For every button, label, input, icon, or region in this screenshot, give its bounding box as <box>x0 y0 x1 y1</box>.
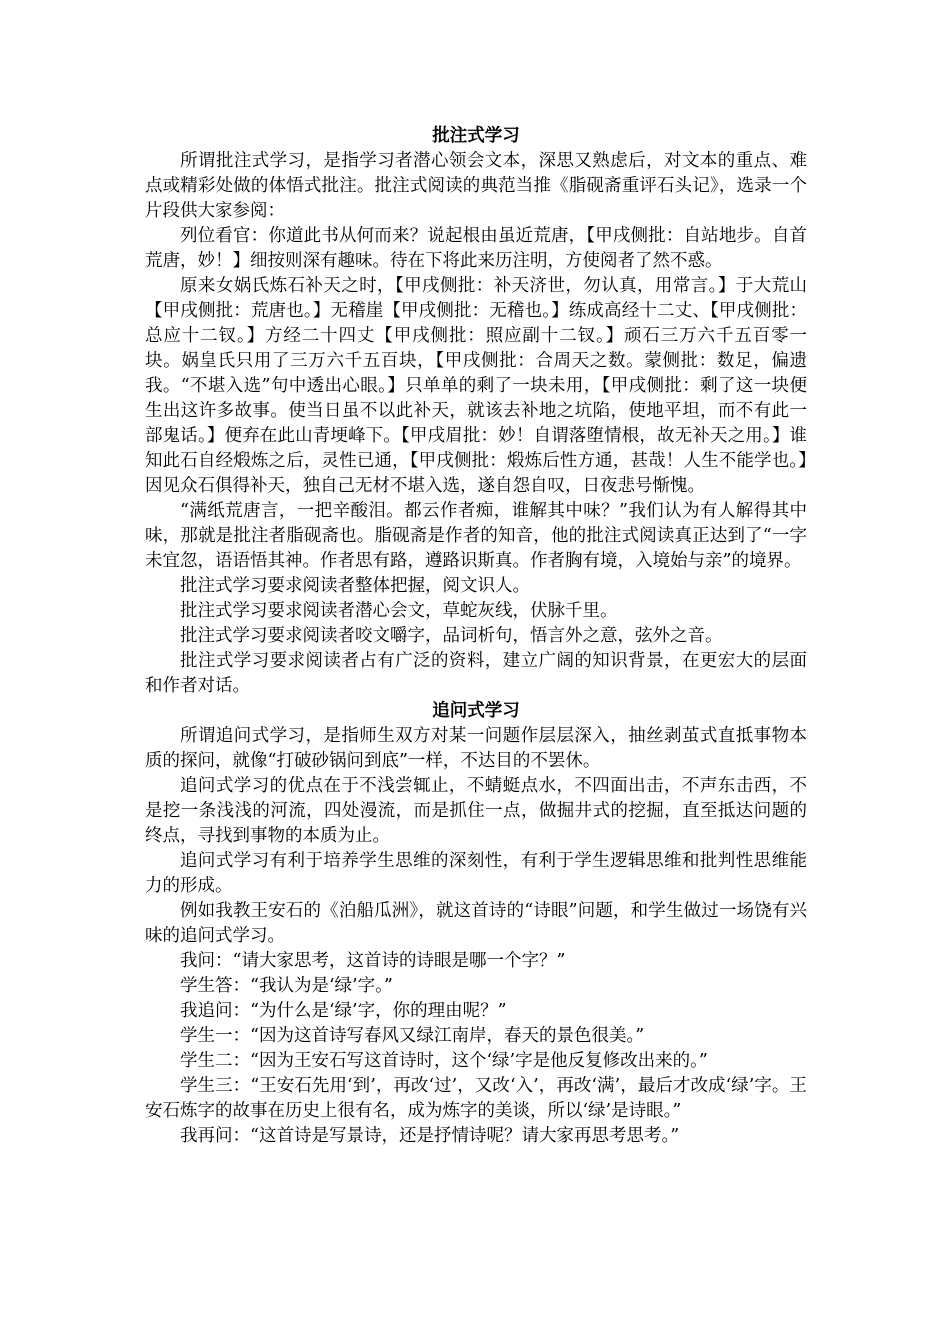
paragraph: 批注式学习要求阅读者潜心会文，草蛇灰线，伏脉千里。 <box>180 601 618 621</box>
dialogue-line: 我问：“请大家思考，这首诗的诗眼是哪一个字？” <box>180 951 566 971</box>
paragraph: 批注式学习要求阅读者整体把握，阅文识人。 <box>180 576 530 596</box>
document-body <box>145 124 807 1149</box>
dialogue-line: 我追问：“为什么是‘绿’字，你的理由呢？” <box>180 1001 507 1021</box>
paragraph: “满纸荒唐言，一把辛酸泪。都云作者痴，谁解其中味？”我们认为有人解得其中味，那就是批注者脂砚斋也。脂砚斋是作者的知音，他的批注式阅读真正达到了“一字未宜忽，语语悟其神。作者思有路，遵路识斯真。作者胸有境，入境始与亲”的境界。 <box>145 501 807 571</box>
paragraph: 批注式学习要求阅读者咬文嚼字，品词析句，悟言外之意，弦外之音。 <box>180 626 723 646</box>
paragraph: 例如我教王安石的《泊船瓜洲》，就这首诗的“诗眼”问题，和学生做过一场饶有兴味的追问式学习。 <box>145 901 807 946</box>
dialogue-line: 学生答：“我认为是‘绿’字。” <box>180 976 393 996</box>
dialogue-line: 学生一：“因为这首诗写春风又绿江南岸，春天的景色很美。” <box>180 1026 645 1046</box>
paragraph: 所谓追问式学习，是指师生双方对某一问题作层层深入，抽丝剥茧式直抵事物本质的探问，就像“打破砂锅问到底”一样，不达目的不罢休。 <box>145 726 807 771</box>
paragraph: 原来女娲氏炼石补天之时，【甲戌侧批：补天济世，勿认真，用常言。】于大荒山【甲戌侧批：荒唐也。】无稽崖【甲戌侧批：无稽也。】练成高经十二丈、【甲戌侧批：总应十二钗。】方经二十四丈【甲戌侧批：照应副十二钗。】顽石三万六千五百零一块。娲皇氏只用了三万六千五百块，【甲戌侧批：合周天之数。蒙侧批：数足，偏遗我。“不堪入选”句中透出心眼。】只单单的剩了一块未用，【甲戌侧批：剩了这一块便生出这许多故事。使当日虽不以此补天，就该去补地之坑陷，使地平坦，而不有此一部鬼话。】便弃在此山青埂峰下。【甲戌眉批：妙！自谓落堕情根，故无补天之用。】谁知此石自经煅炼之后，灵性已通，【甲戌侧批：煅炼后性方通，甚哉！人生不能学也。】因见众石俱得补天，独自己无材不堪入选，遂自怨自叹，日夜悲号惭愧。 <box>145 276 807 496</box>
section-heading: 追问式学习 <box>432 701 520 721</box>
paragraph: 批注式学习要求阅读者占有广泛的资料，建立广阔的知识背景，在更宏大的层面和作者对话。 <box>145 651 807 696</box>
paragraph: 列位看官：你道此书从何而来？说起根由虽近荒唐，【甲戌侧批：自站地步。自首荒唐，妙！】细按则深有趣味。待在下将此来历注明，方使阅者了然不惑。 <box>145 226 807 271</box>
paragraph: 追问式学习的优点在于不浅尝辄止，不蜻蜓点水，不四面出击，不声东击西，不是挖一条浅浅的河流，四处漫流，而是抓住一点，做掘井式的挖掘，直至抵达问题的终点，寻找到事物的本质为止。 <box>145 776 807 846</box>
section-annotation-learning <box>145 124 807 699</box>
paragraph: 追问式学习有利于培养学生思维的深刻性，有利于学生逻辑思维和批判性思维能力的形成。 <box>145 851 807 896</box>
section-questioning-learning <box>145 699 807 1149</box>
dialogue-line: 学生三：“王安石先用‘到’，再改‘过’，又改‘入’，再改‘满’，最后才改成‘绿’字。王安石炼字的故事在历史上很有名，成为炼字的美谈，所以‘绿’是诗眼。” <box>145 1076 807 1121</box>
dialogue-line: 学生二：“因为王安石写这首诗时，这个‘绿’字是他反复修改出来的。” <box>180 1051 708 1071</box>
paragraph: 所谓批注式学习，是指学习者潜心领会文本，深思又熟虑后，对文本的重点、难点或精彩处做的体悟式批注。批注式阅读的典范当推《脂砚斋重评石头记》，选录一个片段供大家参阅： <box>145 151 807 221</box>
section-heading: 批注式学习 <box>432 126 520 146</box>
dialogue-line: 我再问：“这首诗是写景诗，还是抒情诗呢？请大家再思考思考。” <box>180 1126 680 1146</box>
